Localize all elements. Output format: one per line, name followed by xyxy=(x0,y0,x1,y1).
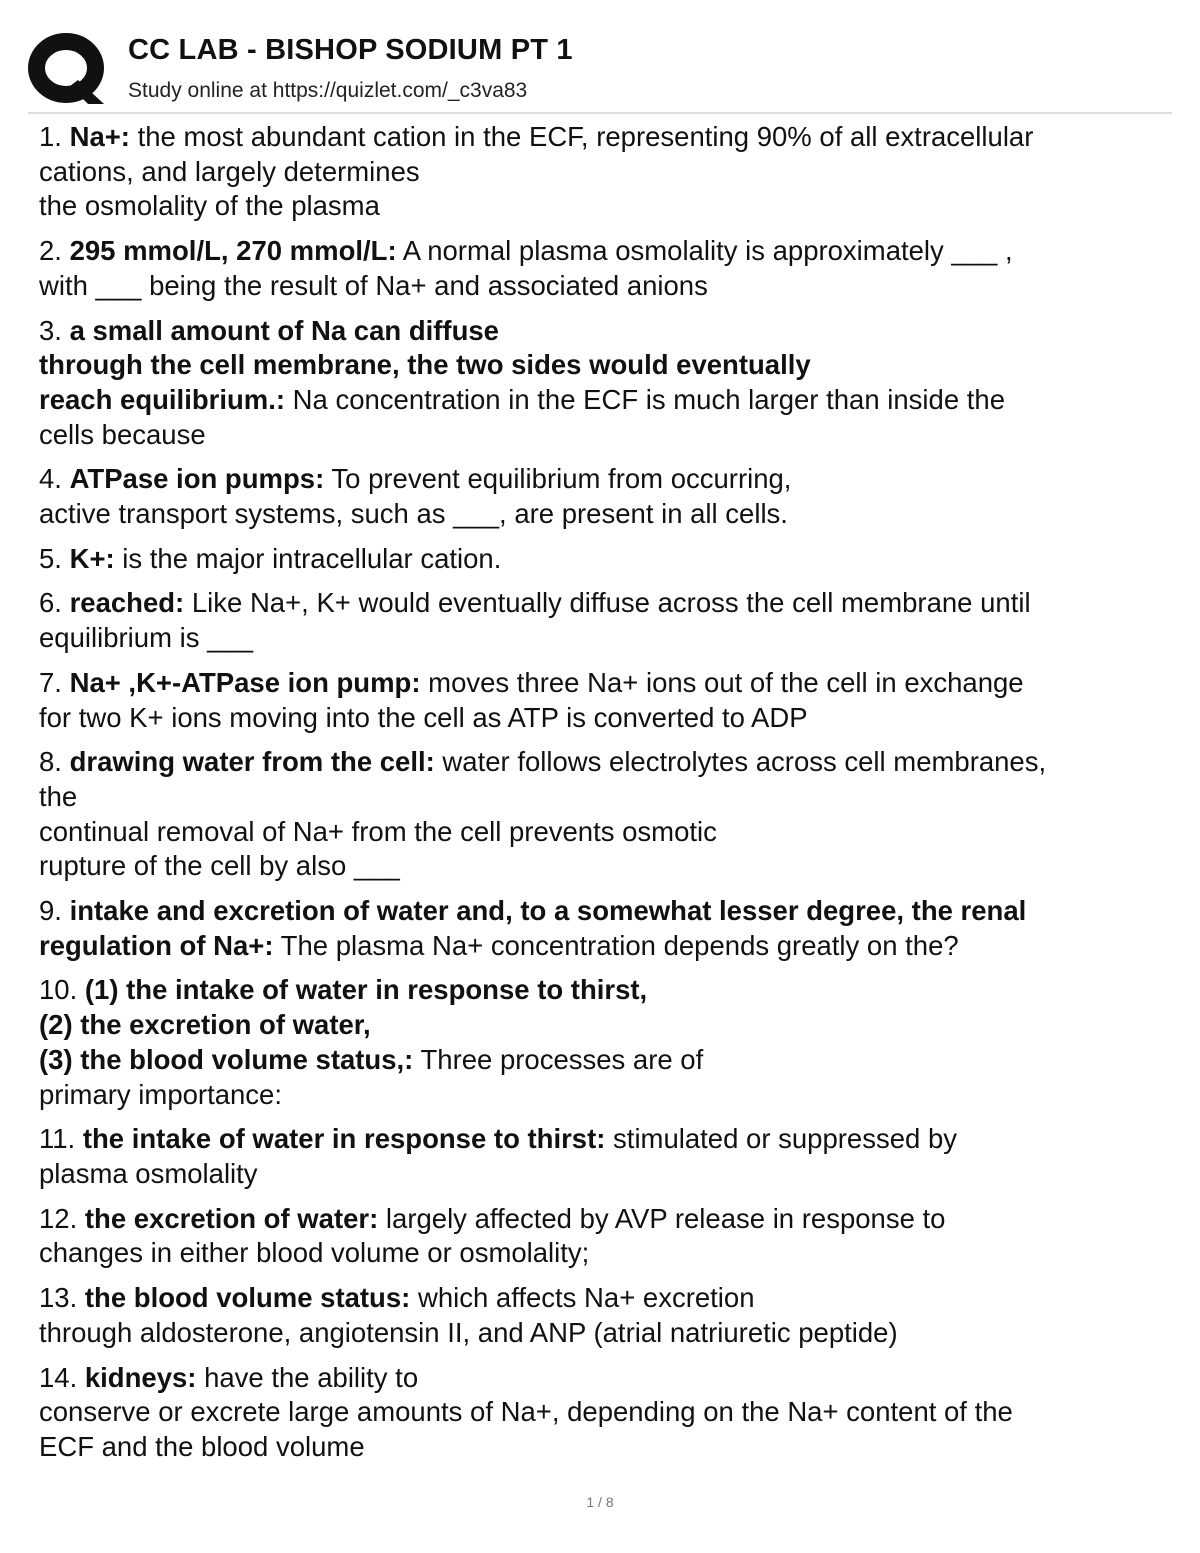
flashcard-term: Na+: xyxy=(69,121,130,152)
flashcard-line xyxy=(39,155,1169,190)
flashcard-term: 295 mmol/L, 270 mmol/L: xyxy=(69,235,397,267)
flashcard-term: (1) the intake of water in response to thirst, xyxy=(84,974,648,1006)
flashcard-definition-text: Three processes are of xyxy=(413,1043,704,1075)
flashcard-definition-text: primary importance: xyxy=(39,1078,282,1110)
flashcard-definition-text: the xyxy=(39,780,78,812)
flashcard-term: ATPase ion pumps: xyxy=(69,463,325,495)
flashcard-entry xyxy=(39,1202,1169,1271)
flashcard-term: drawing water from the cell: xyxy=(69,746,435,778)
flashcard-definition-text: cations, and largely determines xyxy=(39,155,420,187)
flashcard-line xyxy=(39,973,1169,1008)
flashcard-line xyxy=(39,780,1169,815)
flashcard-entry xyxy=(39,586,1169,655)
flashcard-definition-text: continual removal of Na+ from the cell prevents osmotic xyxy=(39,815,717,847)
flashcard-term: intake and excretion of water and, to a somewhat lesser degree, the renal xyxy=(69,895,1027,927)
flashcard-term: reached: xyxy=(69,587,185,619)
flashcard-line xyxy=(39,1236,1169,1271)
flashcard-line xyxy=(39,1008,1169,1043)
flashcard-definition-text: plasma osmolality xyxy=(39,1157,258,1189)
flashcard-definition-text: the osmolality of the plasma xyxy=(39,190,380,222)
flashcard-definition-text: 1. xyxy=(39,121,70,152)
flashcard-line xyxy=(39,234,1169,269)
flashcard-term: through the cell membrane, the two sides would eventually xyxy=(39,349,811,381)
flashcard-definition-text: moves three Na+ ions out of the cell in exchange xyxy=(420,666,1024,698)
flashcard-definition-text: cells because xyxy=(39,418,206,450)
flashcard-definition-text: 13. xyxy=(39,1282,85,1314)
flashcard-entry xyxy=(39,894,1169,963)
flashcard-entry xyxy=(39,542,1169,577)
flashcard-entry xyxy=(39,314,1169,453)
flashcard-definition-text: 4. xyxy=(39,463,70,495)
flashcard-line xyxy=(39,1043,1169,1078)
quizlet-logo-icon xyxy=(28,30,110,106)
flashcard-term: Na+ ,K+-ATPase ion pump: xyxy=(69,666,421,698)
flashcard-definition-text: 12. xyxy=(39,1202,85,1234)
flashcard-definition-text: stimulated or suppressed by xyxy=(605,1123,957,1155)
flashcard-definition-text: active transport systems, such as ___, are present in all cells. xyxy=(39,498,788,530)
flashcard-definition-text: 14. xyxy=(39,1361,85,1393)
flashcard-entry xyxy=(39,1361,1169,1465)
flashcard-line xyxy=(39,894,1169,929)
flashcard-line xyxy=(39,1316,1169,1351)
flashcard-definition-text: 8. xyxy=(39,746,70,778)
flashcard-definition-text: conserve or excrete large amounts of Na+, depending on the Na+ content of the xyxy=(39,1396,1013,1428)
flashcard-line xyxy=(39,849,1169,884)
flashcard-definition-text: Na concentration in the ECF is much larger than inside the xyxy=(285,383,1005,415)
flashcard-definition-text: ECF and the blood volume xyxy=(39,1430,365,1462)
flashcard-definition-text: equilibrium is ___ xyxy=(39,622,253,654)
flashcard-definition-text: is the major intracellular cation. xyxy=(114,542,502,574)
flashcard-term: K+: xyxy=(69,542,115,574)
flashcard-line xyxy=(39,383,1169,418)
header-divider xyxy=(28,112,1172,114)
flashcard-line xyxy=(39,1157,1169,1192)
flashcard-entry xyxy=(39,234,1169,303)
flashcard-line xyxy=(39,666,1169,701)
flashcard-definition-text: 9. xyxy=(39,895,70,927)
flashcard-definition-text: rupture of the cell by also ___ xyxy=(39,850,400,882)
flashcard-line xyxy=(39,497,1169,532)
flashcard-line xyxy=(39,701,1169,736)
flashcard-line xyxy=(39,348,1169,383)
flashcard-definition-text: changes in either blood volume or osmolality; xyxy=(39,1237,590,1269)
flashcard-definition-text: A normal plasma osmolality is approximately ___ , xyxy=(396,235,1013,267)
flashcard-definition-text: 2. xyxy=(39,235,70,267)
flashcard-line xyxy=(39,1395,1169,1430)
flashcard-definition-text: Like Na+, K+ would eventually diffuse across the cell membrane until xyxy=(184,587,1031,619)
flashcard-term: a small amount of Na can diffuse xyxy=(69,314,499,346)
flashcard-definition-text: 7. xyxy=(39,666,70,698)
flashcard-entry xyxy=(39,745,1169,884)
flashcard-term: the blood volume status: xyxy=(84,1282,411,1314)
flashcard-definition-text: 6. xyxy=(39,587,70,619)
flashcard-definition-text: largely affected by AVP release in response to xyxy=(378,1202,946,1234)
flashcard-entry xyxy=(39,1281,1169,1350)
flashcard-entry xyxy=(39,1122,1169,1191)
flashcard-term: regulation of Na+: xyxy=(39,929,274,961)
flashcard-line xyxy=(39,462,1169,497)
set-title: CC LAB - BISHOP SODIUM PT 1 xyxy=(128,34,573,66)
flashcard-line xyxy=(39,745,1169,780)
flashcard-definition-text: have the ability to xyxy=(196,1361,419,1393)
flashcard-definition-text: water follows electrolytes across cell membranes, xyxy=(434,746,1047,778)
flashcard-line xyxy=(39,314,1169,349)
flashcard-line xyxy=(39,1122,1169,1157)
flashcard-line xyxy=(39,189,1169,224)
flashcard-line xyxy=(39,929,1169,964)
flashcard-definition-text: which affects Na+ excretion xyxy=(410,1282,755,1314)
flashcard-line xyxy=(39,1361,1169,1396)
flashcard-entry xyxy=(39,973,1169,1112)
flashcard-definition-text: for two K+ ions moving into the cell as ATP is converted to ADP xyxy=(39,701,808,733)
flashcard-line xyxy=(39,542,1169,577)
flashcard-definition-text: through aldosterone, angiotensin II, and ANP (atrial natriuretic peptide) xyxy=(39,1316,898,1348)
study-link[interactable]: Study online at https://quizlet.com/_c3va83 xyxy=(128,79,528,102)
flashcard-definition-text: 10. xyxy=(39,974,85,1006)
flashcard-term: reach equilibrium.: xyxy=(39,383,286,415)
flashcard-term: (3) the blood volume status,: xyxy=(39,1043,414,1075)
flashcard-term: the intake of water in response to thirst: xyxy=(82,1123,606,1155)
flashcard-definition-text: the most abundant cation in the ECF, representing 90% of all extracellular xyxy=(129,121,1034,152)
flashcard-line xyxy=(39,120,1169,155)
flashcard-definition-text: 3. xyxy=(39,314,70,346)
flashcard-line xyxy=(39,815,1169,850)
flashcard-list xyxy=(39,120,1169,1475)
flashcard-definition-text: with ___ being the result of Na+ and associated anions xyxy=(39,269,708,301)
page-indicator: 1 / 8 xyxy=(586,1494,614,1510)
flashcard-term: the excretion of water: xyxy=(84,1202,379,1234)
flashcard-entry xyxy=(39,666,1169,735)
flashcard-line xyxy=(39,621,1169,656)
flashcard-term: kidneys: xyxy=(84,1361,197,1393)
flashcard-term: (2) the excretion of water, xyxy=(39,1009,371,1041)
flashcard-line xyxy=(39,1430,1169,1465)
flashcard-line xyxy=(39,1078,1169,1113)
flashcard-definition-text: To prevent equilibrium from occurring, xyxy=(324,463,792,495)
flashcard-entry xyxy=(39,462,1169,531)
flashcard-line xyxy=(39,1281,1169,1316)
flashcard-line xyxy=(39,418,1169,453)
flashcard-line xyxy=(39,269,1169,304)
flashcard-definition-text: The plasma Na+ concentration depends greatly on the? xyxy=(273,929,959,961)
flashcard-line xyxy=(39,1202,1169,1237)
flashcard-entry xyxy=(39,120,1169,224)
flashcard-definition-text: 5. xyxy=(39,542,70,574)
flashcard-definition-text: 11. xyxy=(39,1123,83,1155)
flashcard-line xyxy=(39,586,1169,621)
page-header xyxy=(28,30,1172,112)
